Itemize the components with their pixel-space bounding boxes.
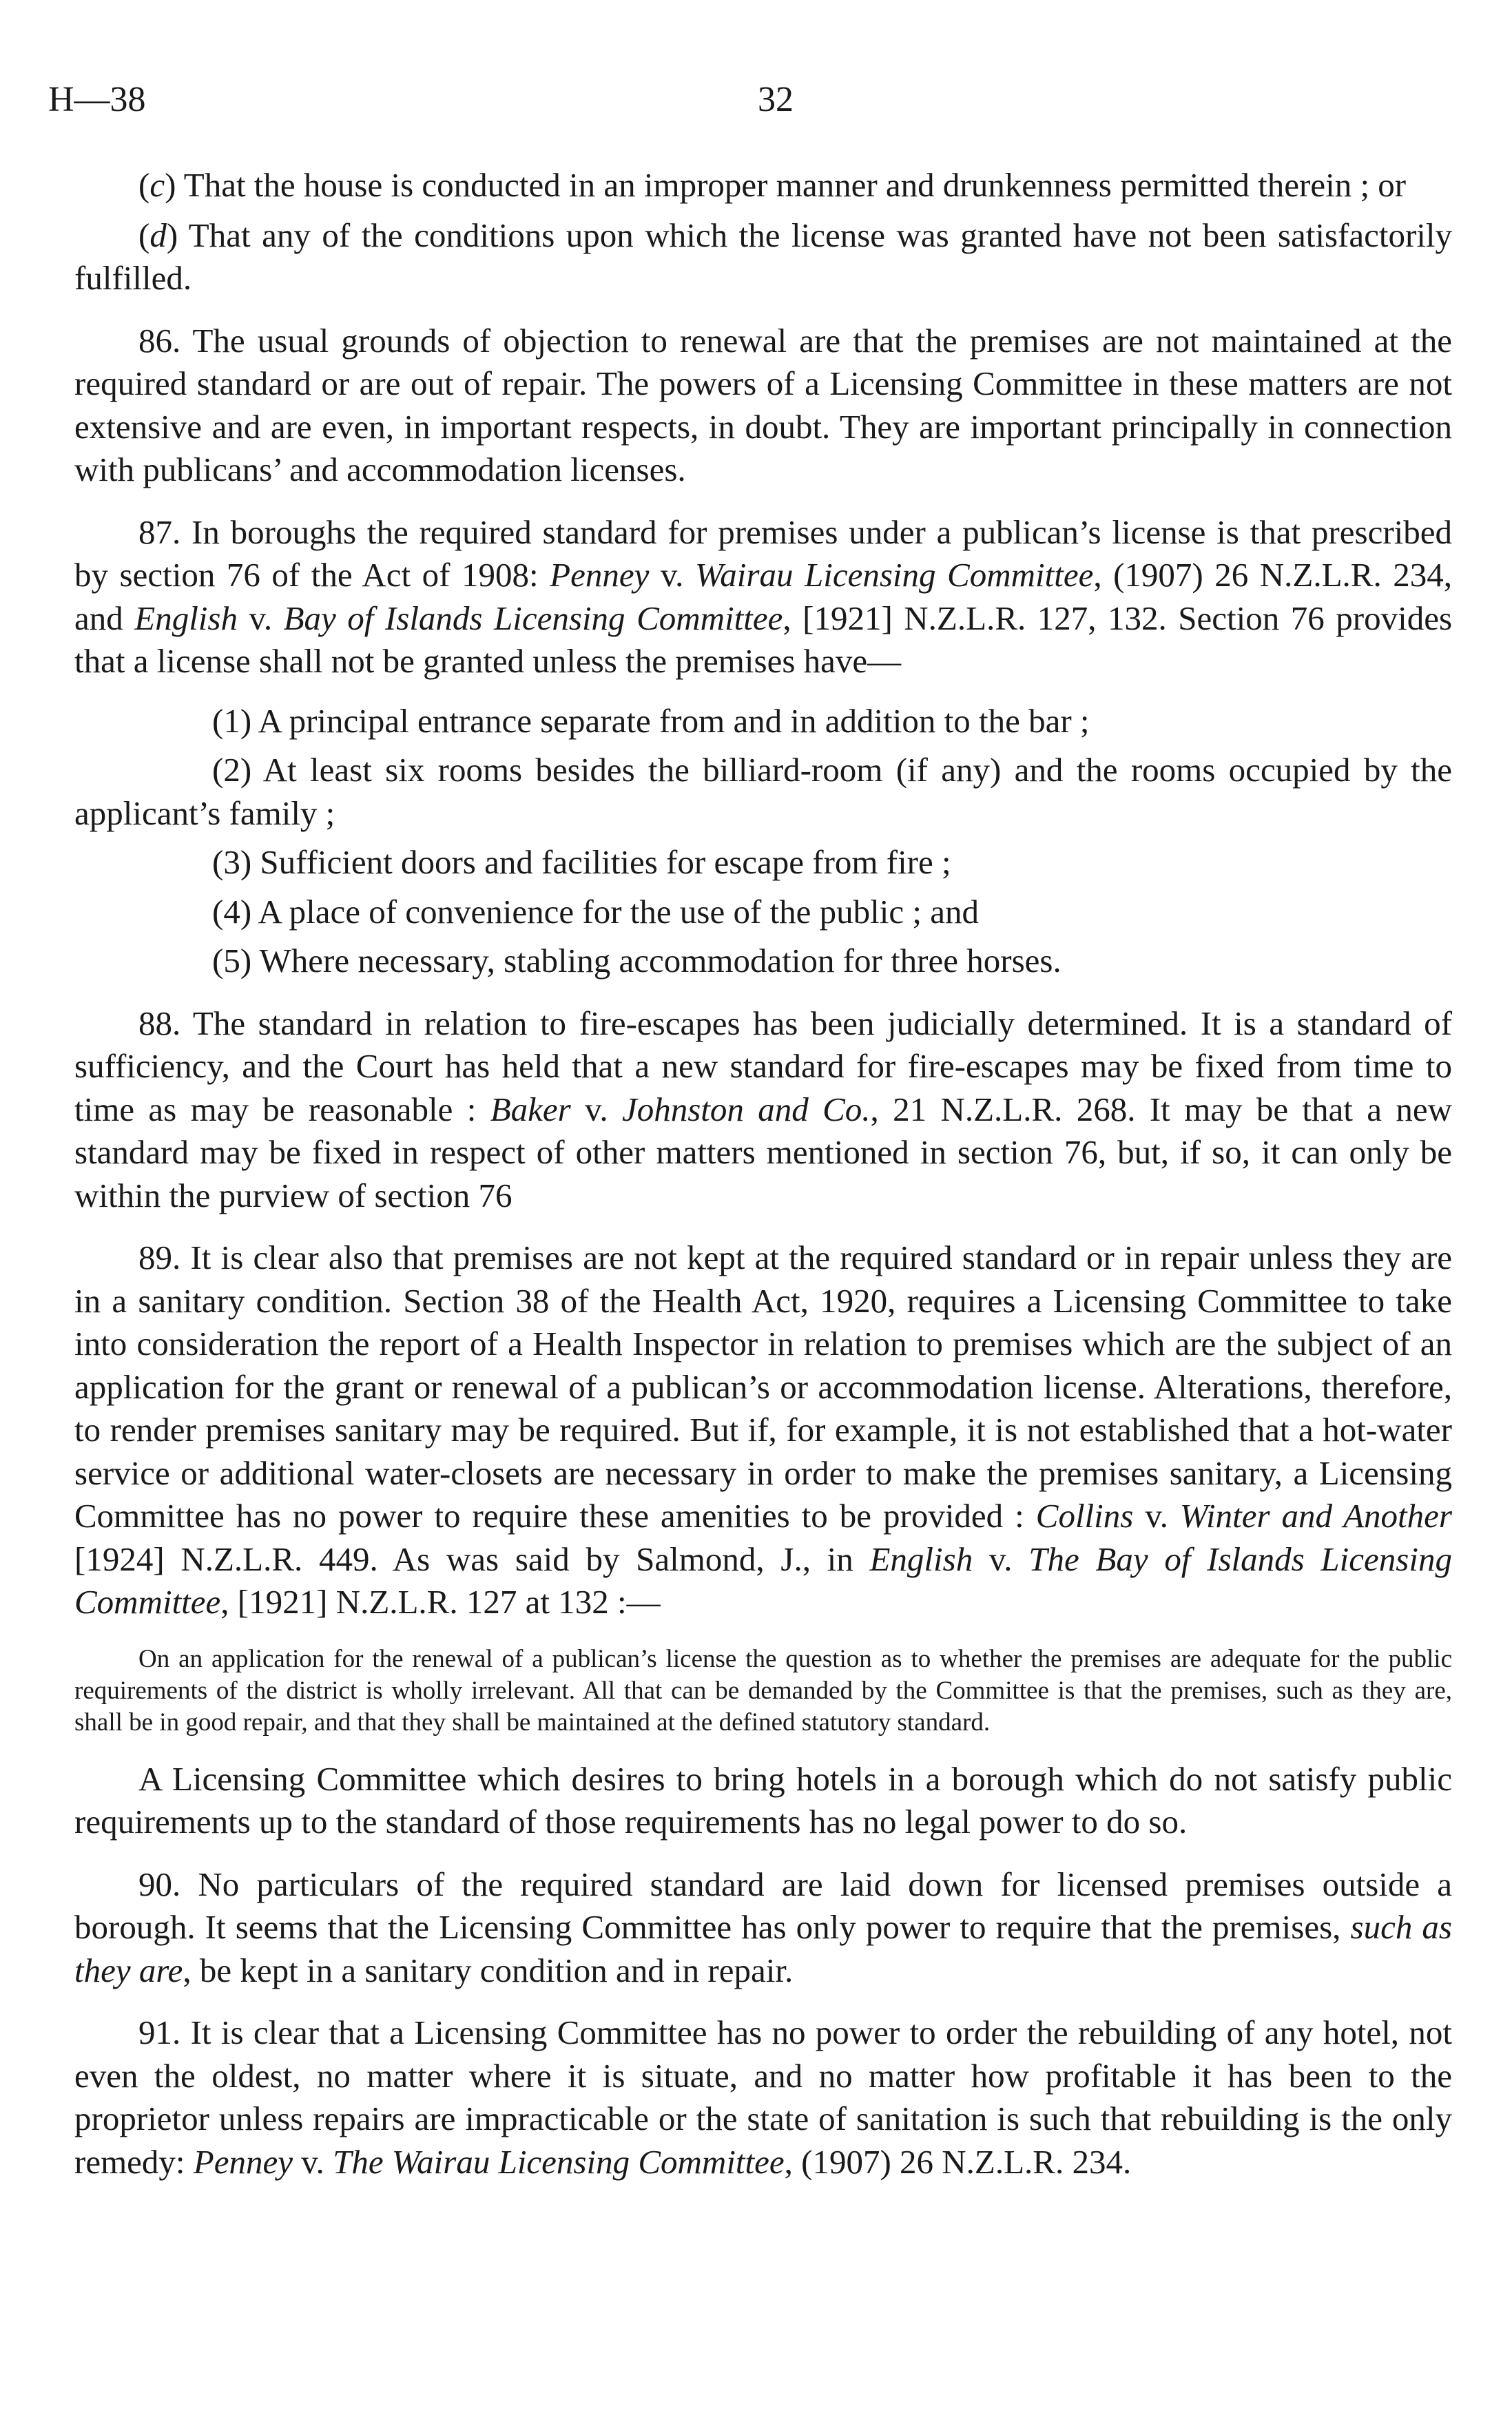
italic-run: Wairau Licensing Committee [694, 556, 1094, 594]
text-run: (1) A principal entrance separate from and in addition to the bar ; [212, 701, 1090, 740]
paragraph-89-continued [74, 1758, 1452, 1844]
paragraph-90 [74, 1863, 1452, 1993]
text-run: v. [649, 556, 695, 594]
italic-run: such as they are [74, 1908, 1452, 1989]
italic-run: Johnston and Co. [621, 1090, 871, 1128]
text-run: v. [238, 599, 284, 637]
list-item [74, 700, 1452, 743]
text-run: 90. No particulars of the required standard are laid down for licensed premises outside a borough. It seems that the Licensing Committee has only power to require that the premises, [74, 1865, 1452, 1946]
text-run: , (1907) 26 N.Z.L.R. 234, and [74, 556, 1452, 637]
italic-run: Penney [550, 556, 650, 594]
text-run: (5) Where necessary, stabling accommodation for three horses. [212, 942, 1061, 980]
italic-run: Bay of Islands Licensing Committee [283, 599, 783, 637]
text-run: On an application for the renewal of a publican’s license the question as to whether the premises are adequate for the public requirements of the district is wholly irrelevant. All that can be demanded by the Committee is that the premises, such as they are, shall be in good repair, and that they shall be maintained at the defined statutory standard. [74, 1644, 1452, 1737]
text-run: (2) At least six rooms besides the billiard-room (if any) and the rooms occupied by the applicant’s family ; [74, 751, 1452, 832]
text-run: v. [1133, 1497, 1180, 1535]
paragraph-91 [74, 2011, 1452, 2184]
text-run: ( [138, 216, 150, 254]
italic-run: Collins [1035, 1497, 1134, 1535]
text-run: ) That any of the conditions upon which the license was granted have not been satisfactorily fulfilled. [74, 216, 1452, 297]
list-item [74, 940, 1452, 983]
text-run: , be kept in a sanitary condition and in repair. [183, 1951, 794, 1989]
italic-run: c [149, 166, 165, 204]
text-run: 89. It is clear also that premises are not kept at the required standard or in repair unless they are in a sanitary condition. Section 38 of the Health Act, 1920, requires a Licensing Committee to take into consideration the report of a Health Inspector in relation to premises which are the subject of an application for the grant or renewal of a publican’s or accommodation license. Alterations, therefore, to render premises sanitary may be required. But if, for example, it is not established that a hot-water service or additional water-closets are necessary in order to make the premises sanitary, a Licensing Committee has no power to require these amenities to be provided : [74, 1239, 1452, 1535]
text-run: v. [292, 2142, 333, 2181]
text-run: (4) A place of convenience for the use of the public ; and [212, 892, 979, 931]
text-run: [1924] N.Z.L.R. 449. As was said by Salmond, J., in [74, 1540, 870, 1578]
italic-run: The Wairau Licensing Committee [333, 2142, 785, 2181]
list-item [74, 749, 1452, 835]
document-id: H—38 [48, 80, 146, 119]
italic-run: English [134, 599, 238, 637]
text-run: , [1921] N.Z.L.R. 127, 132. Section 76 provides that a license shall not be granted unless the premises have— [74, 599, 1453, 680]
text-run: , [1921] N.Z.L.R. 127 at 132 :— [220, 1583, 661, 1621]
text-run: 91. It is clear that a Licensing Committee has no power to order the rebuilding of any hotel, not even the oldest, no matter where it is situate, and no matter how profitable it has been to the proprietor unless repairs are impracticable or the state of sanitation is such that rebuilding is the only remedy: [74, 2013, 1452, 2181]
list-item [74, 841, 1452, 884]
paragraph-87 [74, 511, 1452, 683]
paragraph-89 [74, 1236, 1452, 1624]
text-run: A Licensing Committee which desires to bring hotels in a borough which do not satisfy public requirements up to the standard of those requirements has no legal power to do so. [74, 1759, 1452, 1841]
document-body [74, 164, 1452, 2184]
italic-run: Winter and Another [1179, 1497, 1452, 1535]
list-item [74, 891, 1452, 934]
italic-run: d [149, 216, 167, 254]
italic-run: Penney [193, 2142, 293, 2181]
text-run: 88. The standard in relation to fire-escapes has been judicially determined. It is a standard of sufficiency, and the Court has held that a new standard for fire-escapes may be fixed from time to time as may be reasonable : [74, 1004, 1452, 1128]
clause-d [74, 214, 1452, 300]
page-header [48, 79, 1464, 134]
text-run: ) That the house is conducted in an improper manner and drunkenness permitted therein ; or [165, 166, 1407, 204]
text-run: 86. The usual grounds of objection to renewal are that the premises are not maintained at the required standard or are out of repair. The powers of a Licensing Committee in these matters are not extensive and are even, in important respects, in doubt. They are important principally in connection with publicans’ and accommodation licenses. [74, 321, 1452, 488]
paragraph-86 [74, 320, 1452, 492]
italic-run: Baker [490, 1090, 571, 1128]
italic-run: English [869, 1540, 973, 1578]
text-run: v. [973, 1540, 1029, 1578]
block-quote [74, 1644, 1452, 1739]
text-run: 87. In boroughs the required standard for premises under a publican’s license is that prescribed by section 76 of the Act of 1908: [74, 512, 1452, 594]
italic-run: The Bay of Islands Licensing Committee [74, 1540, 1452, 1621]
text-run: (3) Sufficient doors and facilities for escape from fire ; [212, 843, 951, 881]
text-run: v. [570, 1090, 622, 1128]
clause-c [74, 164, 1452, 207]
text-run: , (1907) 26 N.Z.L.R. 234. [784, 2142, 1132, 2181]
paragraph-88 [74, 1002, 1452, 1218]
text-run: , 21 N.Z.L.R. 268. It may be that a new standard may be fixed in respect of other matters mentioned in section 76, but, if so, it can only be within the purview of section 76 [74, 1090, 1452, 1214]
page-number: 32 [758, 80, 794, 119]
text-run: ( [138, 166, 150, 204]
